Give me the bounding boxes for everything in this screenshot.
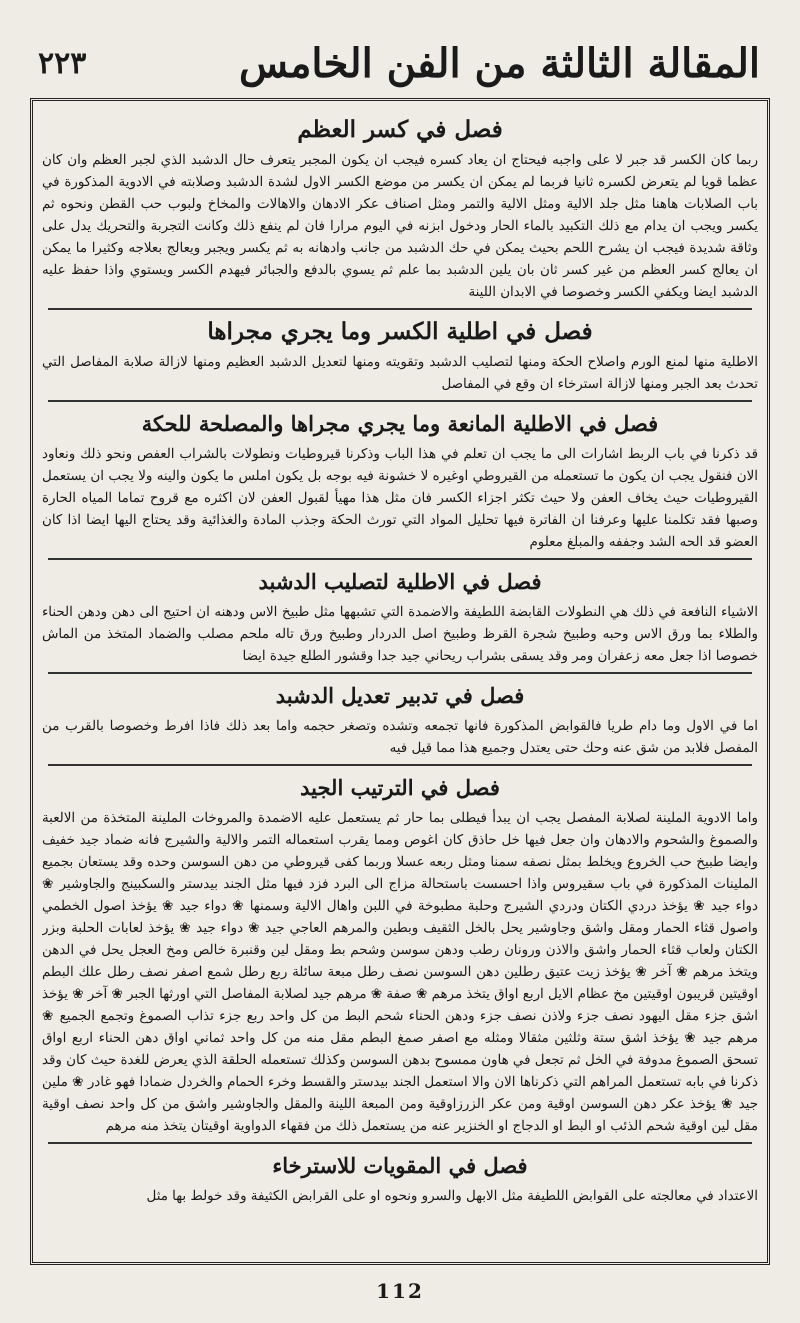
section-paragraph: قد ذكرنا في باب الربط اشارات الى ما يجب ان تعلم في هذا الباب وذكرنا قيروطيات ونطولات بالشراب العفص ونحو ذلك ونعاود الان فنقول يجب ان يكون ما تستعمله من القيروطي اوغيره لا خشونة فيه بوجه بل يكون املس ما يكون والينه ولا يجب ان يستعمل القيروطيات حيث يخاف العفن ولا حيث تكثر اجزاء الكسر فان مثل هذا مهيأ لقبول العفن لان اكثره مع قروح تماما المياه الحارة وصبها فقد تكلمنا عليها وعرفنا ان الفاترة فيها تحليل المواد التي تورث الحكة وجذب المادة والغذائية وقد يحتاج اليها ايضا اذا كان العضو قد الحه الشد وجففه والمبلغ معلوم — [42, 447, 758, 550]
section-divider — [48, 1142, 752, 1144]
section-divider — [48, 764, 752, 766]
section-divider — [48, 672, 752, 674]
section-paragraph: الاطلية منها لمنع الورم واصلاح الحكة ومنها لتصليب الدشبد وتقويته ومنها لتعديل الدشبد العظيم ومنها لازالة صلابة المفاصل التي تحدث بعد الجبر ومنها لازالة استرخاء ان وقع في المفاصل — [42, 355, 758, 392]
main-text — [42, 108, 758, 1259]
section-title: فصل في الترتيب الجيد — [300, 775, 500, 800]
section-title: فصل في اطلية الكسر وما يجري مجراها — [207, 318, 593, 345]
section-paragraph: واما الادوية الملينة لصلابة المفصل يجب ان يبدأ فيطلى بما حار ثم يستعمل عليه الاضمدة والمروخات الملينة المتخذة من الالعبة والصموغ والشحوم والادهان وان جعل فيها خل حاذق كان اغوص ومما يقرب استعماله التمر والالية والشيرج فانه ضماد جيد خفيف وايضا طبيخ حب الخروع ويخلط بمثل نصفه سمنا ومثل ربعه عسلا وربما كفى قيروطي من دهن السوسن وحده وقد يستعان بجميع الملينات المذكورة في باب سقيروس واذا احسست باستحالة مزاج الى البرد فزد فيها مثل الجند بيدستر والسكبينج والجاوشير ❀ دواء جيد ❀ يؤخذ دردي الكتان ودردي الشيرج وحلبة مطبوخة في اللبن واهال الالية وسمنها ❀ دواء جيد ❀ يؤخذ اصول الخطمي واصول قثاء الحمار ومقل واشق وجاوشير يحل بالخل الثقيف وبطين والمرهم العاجي جيد ❀ دواء جيد ❀ يؤخذ لعابات الحلبة وبزر الكتان ولعاب قثاء الحمار واشق والاذن ورونان رطب ودهن سوسن وشحم بط ومقل لين وقنبرة خالص ومخ العجل يحل في الدهن ويتخذ مرهم ❀ آخر ❀ يؤخذ زيت عتيق رطلين دهن السوسن نصف رطل مبعة سائلة ربع رطل شمع اصفر نصف رطل علك البطم اوقيتين قريبون اوقيتين مخ عظام الايل اربع اواق يتخذ مرهم ❀ صفة ❀ مرهم جيد لصلابة المفاصل التي اورثها الجبر ❀ آخر ❀ يؤخذ اشق جزء مقل اليهود نصف جزء ولاذن نصف جزء ودهن الحناء شحم البط من كل واحد ربع جزء تذاب الصموغ وتجمع الجميع ❀ مرهم جيد ❀ يؤخذ اشق ستة وثلثين مثقالا ومثله مع اصفر صمغ البطم مقل منه من كل واحد ثماني اواق دهن الحناء اربع اواق تسحق الصموغ مدوفة في الخل ثم تجعل في هاون ممسوح بدهن السوسن وكذلك تستعمله الحلقة الذي يعرض للغدة حيث كان وقد ذكرنا في بابه تستعمل المراهم التي ذكرناها الان والا استعمل الجند بيدستر والقسط وخرء الحمام والخردل ضمادا فهو غادر ❀ ملين جيد ❀ يؤخذ عكر دهن السوسن اوقية ومن عكر الزرزاوقية ومن المبعة اللينة والمقل والجاوشير واشق من كل واحد نصف اوقية مقل لين اوقية شحم الذئب او البط او الدجاج او الخنزير عنه من يستعمل ذلك من فقهاء الدواوية اوقيتان يتخذ منه مرهم — [42, 811, 758, 1134]
page-header — [30, 38, 760, 90]
section-title: فصل في المقويات للاسترخاء — [272, 1153, 528, 1178]
section-divider — [48, 400, 752, 402]
section-paragraph: ربما كان الكسر قد جبر لا على واجبه فيحتاج ان يعاد كسره فيجب ان يكون المجبر يتعرف حال الدشبد الذي لجبر العظم وان كان عظما قويا لم يتعرض لكسره ثانيا فربما لم يمكن ان يكسر من موضع الكسر الاول لشدة الدشبد وصلابته في الادوية المذكورة في باب الصلابات هاهنا مثل جلد الالية ومثل الالية والتمر ومثل اصناف عكر الادهان والاهالات والمخاخ ولبوب حب القطن ونحوه ثم يكسر ويجب ان يدام مع ذلك التكبيد بالماء الحار ودخول ابزنه في اليوم مرارا فان لم ينفع ذلك وكانت التجربة والتحريك يدل على وثاقة شديدة فيجب ان يشرح اللحم بحيث يمكن في حك الدشبد من جانب وادهانه به ثم يكسر ويجبر ويعالج بعلاجه وكثيرا ما يمكن ان يعالج كسر العظم من غير كسر ثان بان يلين الدشبد بما علم ثم يسوي بالدفع والجبائر فيهدم الكسر ويستوي واذا حفظ عليه الدشبد ايضا ويكفي الكسر وخصوصا في الابدان اللينة — [42, 153, 758, 300]
section-divider — [48, 308, 752, 310]
footer-page-number: 112 — [376, 1279, 424, 1303]
section-title: فصل في الاطلية المانعة وما يجري مجراها والمصلحة للحكة — [141, 411, 659, 436]
section-title: فصل في تدبير تعديل الدشبد — [275, 683, 525, 708]
section-paragraph: الاشياء النافعة في ذلك هي النطولات القابضة اللطيفة والاضمدة التي تشبهها مثل طبيخ الاس ودهنه ان احتيج الى دهن ودهن الحناء والطلاء بما ورق الاس وحبه وطبيخ شجرة القرظ وطبيخ اصل الدردار وطبيخ ورق تاله ملحم مصلب والضماد المتخذ من الماش خصوصا اذا جعل معه زعفران ومر وقد يسقى بشراب ريحاني جيد جدا وقشور الطلع جيدة ايضا — [42, 605, 758, 664]
section-title: فصل في كسر العظم — [297, 116, 503, 143]
section-divider — [48, 558, 752, 560]
arabic-page-number: ٢٢٣ — [38, 46, 87, 81]
section-paragraph: الاعتداد في معالجته على القوابض اللطيفة مثل الابهل والسرو ونحوه او على القرابض الكثيفة وقد خولط بها مثل — [146, 1189, 758, 1204]
section-title: فصل في الاطلية لتصليب الدشبد — [258, 569, 542, 594]
section-paragraph: اما في الاول وما دام طريا فالقوابض المذكورة فانها تجمعه وتشده وتصغر حجمه واما بعد ذلك فاذا افرط وخصوصا بالقرب من المفصل فلابد من شق عنه وحك حتى يعتدل وجميع هذا مما قيل فيه — [42, 719, 758, 756]
running-title: المقالة الثالثة من الفن الخامس — [238, 40, 760, 87]
